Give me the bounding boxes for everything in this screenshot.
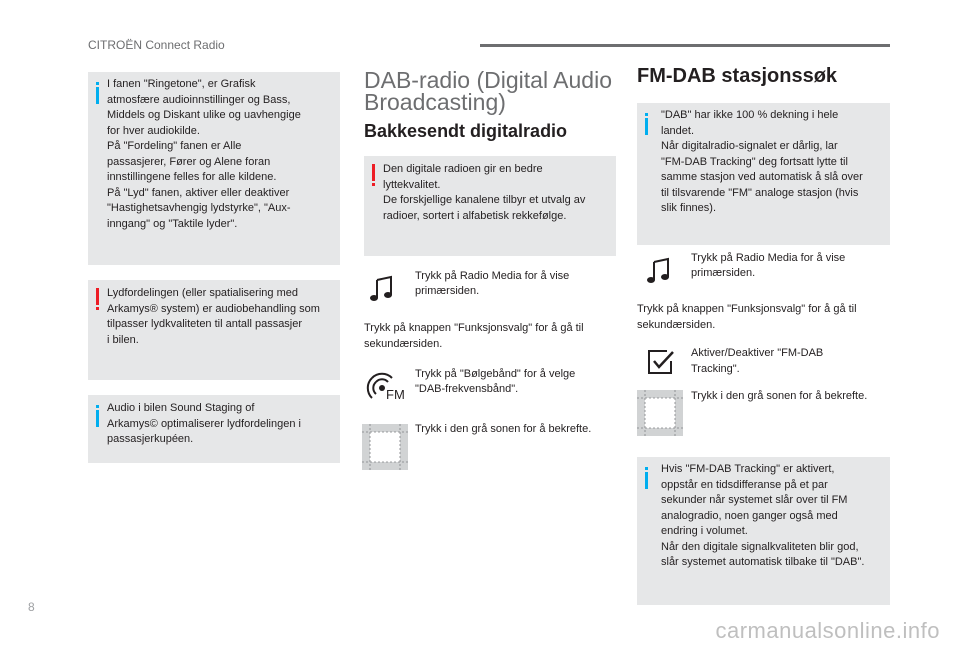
- step-radio-media-l2: primærsiden.: [415, 285, 480, 297]
- info-box-sound-staging: [88, 395, 340, 463]
- text-line: passasjerer, Fører og Alene foran: [107, 155, 271, 168]
- info-icon: [645, 113, 648, 135]
- header-title: CITROËN Connect Radio: [88, 38, 225, 52]
- step-function-select-l2: sekundærsiden.: [364, 338, 443, 350]
- step-function-select-l1: Trykk på knappen "Funksjonsvalg" for å gå til: [364, 322, 584, 334]
- text-line: lyttekvalitet.: [383, 178, 441, 191]
- text-line: Middels og Diskant ulike og uavhengige: [107, 109, 301, 121]
- info-icon: [96, 82, 99, 104]
- step-fm-dab-tracking-l1: Aktiver/Deaktiver "FM-DAB: [691, 347, 824, 359]
- watermark: carmanualsonline.info: [715, 618, 940, 643]
- text-line: i bilen.: [107, 333, 139, 346]
- text-line: "FM-DAB Tracking" deg fortsatt lytte til: [661, 155, 848, 168]
- text-line: Når digitalradio-signalet er dårlig, lar: [661, 140, 838, 152]
- text-line: Arkamys© optimaliserer lydfordelingen i: [107, 417, 301, 430]
- step-fm-dab-tracking-l2: Tracking".: [691, 363, 740, 375]
- text-line: radioer, sortert i alfabetisk rekkefølge.: [383, 209, 567, 222]
- info-icon: [96, 405, 99, 427]
- text-line: Arkamys® system) er audiobehandling som: [107, 302, 320, 315]
- warning-box-distribution: [88, 280, 340, 380]
- text-line: inngang" og "Taktile lyder".: [107, 217, 238, 230]
- step-radio-media-l1: Trykk på Radio Media for å vise: [415, 270, 570, 282]
- step-radio-media-l2: primærsiden.: [691, 267, 756, 279]
- text-line: passasjerkupéen.: [107, 433, 194, 445]
- text-line: for hver audiokilde.: [107, 124, 200, 137]
- text-line: slår systemet automatisk tilbake til "DAB".: [661, 556, 865, 568]
- step-confirm: Trykk i den grå sonen for å bekrefte.: [415, 423, 592, 435]
- page-number: 8: [28, 600, 35, 614]
- step-confirm: Trykk i den grå sonen for å bekrefte.: [691, 390, 868, 402]
- radio-fm-icon: [364, 366, 408, 410]
- step-radio-media-l1: Trykk på Radio Media for å vise: [691, 252, 846, 264]
- gray-zone-icon: [637, 390, 683, 436]
- text-line: Den digitale radioen gir en bedre: [383, 163, 543, 175]
- text-line: Lydfordelingen (eller spatialisering med: [107, 287, 298, 299]
- text-line: landet.: [661, 124, 695, 137]
- text-line: innstillingene felles for alle kildene.: [107, 171, 277, 183]
- section-title-line1: DAB-radio (Digital Audio: [364, 67, 613, 93]
- text-line: atmosfære audioinnstillinger og Bass,: [107, 93, 291, 106]
- text-line: På "Lyd" fanen, aktiver eller deaktiver: [107, 186, 290, 199]
- info-icon: [645, 467, 648, 489]
- info-box-tracking-delay: [637, 457, 890, 605]
- text-line: endring i volumet.: [661, 525, 748, 537]
- step-waveband-l2: "DAB-frekvensbånd".: [415, 383, 519, 395]
- text-line: Hvis "FM-DAB Tracking" er aktivert,: [661, 463, 835, 475]
- text-line: slik finnes).: [661, 202, 717, 214]
- text-line: samme stasjon ved automatisk å slå over: [661, 171, 863, 183]
- section-title-line2: Broadcasting): [364, 89, 506, 115]
- warning-box-digital-radio: [364, 156, 616, 256]
- checkbox-check-icon: [645, 347, 675, 377]
- info-box-fm-dab: [637, 103, 890, 245]
- step-function-select-l1: Trykk på knappen "Funksjonsvalg" for å gå til: [637, 303, 857, 315]
- text-line: Når den digitale signalkvaliteten blir god,: [661, 540, 859, 553]
- gray-zone-icon: [362, 424, 408, 470]
- header-divider: [480, 44, 890, 47]
- text-line: tilpasser lydkvaliteten til antall passasjer: [107, 318, 303, 330]
- fm-label: FM: [386, 387, 405, 402]
- text-line: De forskjellige kanalene tilbyr et utvalg av: [383, 194, 586, 206]
- text-line: I fanen "Ringetone", er Grafisk: [107, 78, 256, 90]
- text-line: oppstår en tidsdifferanse på et par: [661, 478, 828, 491]
- text-line: På "Fordeling" fanen er Alle: [107, 140, 242, 152]
- section-title-fm-dab: FM-DAB stasjonssøk: [637, 65, 838, 87]
- music-note-icon: [645, 257, 673, 285]
- warning-icon: [96, 288, 99, 310]
- warning-icon: [372, 164, 375, 186]
- step-waveband-l1: Trykk på "Bølgebånd" for å velge: [415, 368, 576, 380]
- subsection-title: Bakkesendt digitalradio: [364, 121, 568, 141]
- text-line: "DAB" har ikke 100 % dekning i hele: [661, 109, 839, 121]
- text-line: "Hastighetsavhengig lydstyrke", "Aux-: [107, 202, 291, 214]
- music-note-icon: [368, 275, 396, 303]
- text-line: sekunder når systemet slår over til FM: [661, 494, 848, 506]
- info-box-audio-settings: [88, 72, 340, 265]
- step-function-select-l2: sekundærsiden.: [637, 319, 716, 331]
- text-line: Audio i bilen Sound Staging of: [107, 402, 255, 414]
- text-line: til tilsvarende "FM" analoge stasjon (hvis: [661, 186, 859, 199]
- text-line: analogradio, noen ganger også med: [661, 509, 838, 522]
